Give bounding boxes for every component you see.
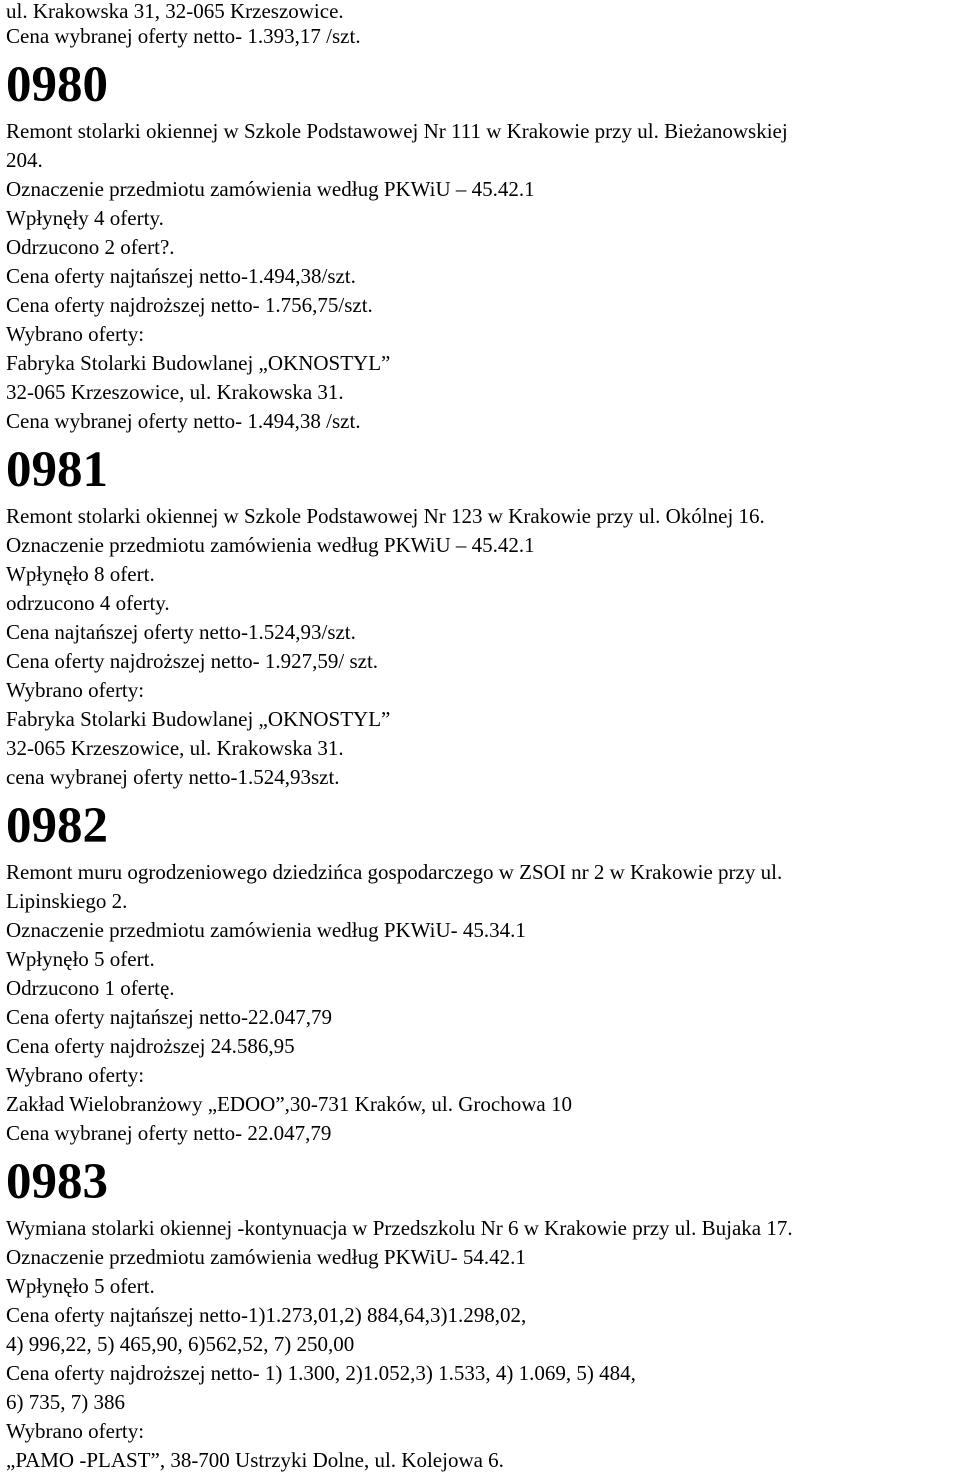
intro-line: ul. Krakowska 31, 32-065 Krzeszowice. [6,0,344,22]
section-line: Cena oferty najtańszej netto-1.494,38/szt. [6,264,356,288]
section-line: Remont stolarki okiennej w Szkole Podstawowej Nr 111 w Krakowie przy ul. Bieżanowskiej [6,119,788,143]
section-line: Remont stolarki okiennej w Szkole Podstawowej Nr 123 w Krakowie przy ul. Okólnej 16. [6,504,765,528]
section-line: Wybrano oferty: [6,1419,145,1443]
section-line: 204. [6,148,43,172]
section-number: 0981 [6,442,108,498]
tender-section [6,57,956,436]
section-line: 32-065 Krzeszowice, ul. Krakowska 31. [6,736,344,760]
section-line: Wybrano oferty: [6,1063,145,1087]
intro-block [6,0,956,51]
section-line: Fabryka Stolarki Budowlanej „OKNOSTYL” [6,351,391,375]
section-number: 0983 [6,1154,108,1210]
section-line: 4) 996,22, 5) 465,90, 6)562,52, 7) 250,00 [6,1332,355,1356]
section-line: „PAMO -PLAST”, 38-700 Ustrzyki Dolne, ul. Kolejowa 6. [6,1448,504,1472]
section-line: 6) 735, 7) 386 [6,1390,125,1414]
section-line: Wpłynęło 5 ofert. [6,947,155,971]
section-line: Cena wybranej oferty netto- 1.494,38 /szt. [6,409,361,433]
section-line: Cena oferty najdroższej netto- 1.756,75/szt. [6,293,373,317]
section-line: Oznaczenie przedmiotu zamówienia według PKWiU- 45.34.1 [6,918,526,942]
section-line: Oznaczenie przedmiotu zamówienia według PKWiU – 45.42.1 [6,533,535,557]
section-line: Cena wybranej oferty netto- 22.047,79 [6,1121,332,1145]
section-line: Cena oferty najtańszej netto-1)1.273,01,2) 884,64,3)1.298,02, [6,1303,527,1327]
section-line: Wybrano oferty: [6,322,145,346]
document-page [6,0,956,1475]
section-line: Wybrano oferty: [6,678,145,702]
section-line: Cena oferty najtańszej netto-22.047,79 [6,1005,332,1029]
section-line: Wpłynęło 5 ofert. [6,1274,155,1298]
tender-section [6,1154,956,1475]
section-line: Wpłynęło 8 ofert. [6,562,155,586]
section-number: 0980 [6,57,108,113]
section-line: cena wybranej oferty netto-1.524,93szt. [6,765,340,789]
tender-section [6,442,956,792]
intro-line: Cena wybranej oferty netto- 1.393,17 /szt. [6,24,361,48]
section-line: Fabryka Stolarki Budowlanej „OKNOSTYL” [6,707,391,731]
section-line: Odrzucono 1 ofertę. [6,976,175,1000]
section-line: Odrzucono 2 ofert?. [6,235,175,259]
section-line: Oznaczenie przedmiotu zamówienia według PKWiU – 45.42.1 [6,177,535,201]
section-line: Zakład Wielobranżowy „EDOO”,30-731 Kraków, ul. Grochowa 10 [6,1092,572,1116]
section-number: 0982 [6,798,108,854]
section-line: 32-065 Krzeszowice, ul. Krakowska 31. [6,380,344,404]
section-line: Cena oferty najdroższej netto- 1.927,59/ szt. [6,649,379,673]
section-line: odrzucono 4 oferty. [6,591,170,615]
section-line: Remont muru ogrodzeniowego dziedzińca gospodarczego w ZSOI nr 2 w Krakowie przy ul. [6,860,783,884]
section-line: Wymiana stolarki okiennej -kontynuacja w Przedszkolu Nr 6 w Krakowie przy ul. Bujaka 17. [6,1216,793,1240]
section-line: Oznaczenie przedmiotu zamówienia według PKWiU- 54.42.1 [6,1245,526,1269]
section-line: Cena najtańszej oferty netto-1.524,93/szt. [6,620,356,644]
section-line: Lipinskiego 2. [6,889,128,913]
tender-section [6,798,956,1148]
section-line: Cena oferty najdroższej 24.586,95 [6,1034,295,1058]
section-line: Cena oferty najdroższej netto- 1) 1.300, 2)1.052,3) 1.533, 4) 1.069, 5) 484, [6,1361,636,1385]
section-line: Wpłynęły 4 oferty. [6,206,164,230]
